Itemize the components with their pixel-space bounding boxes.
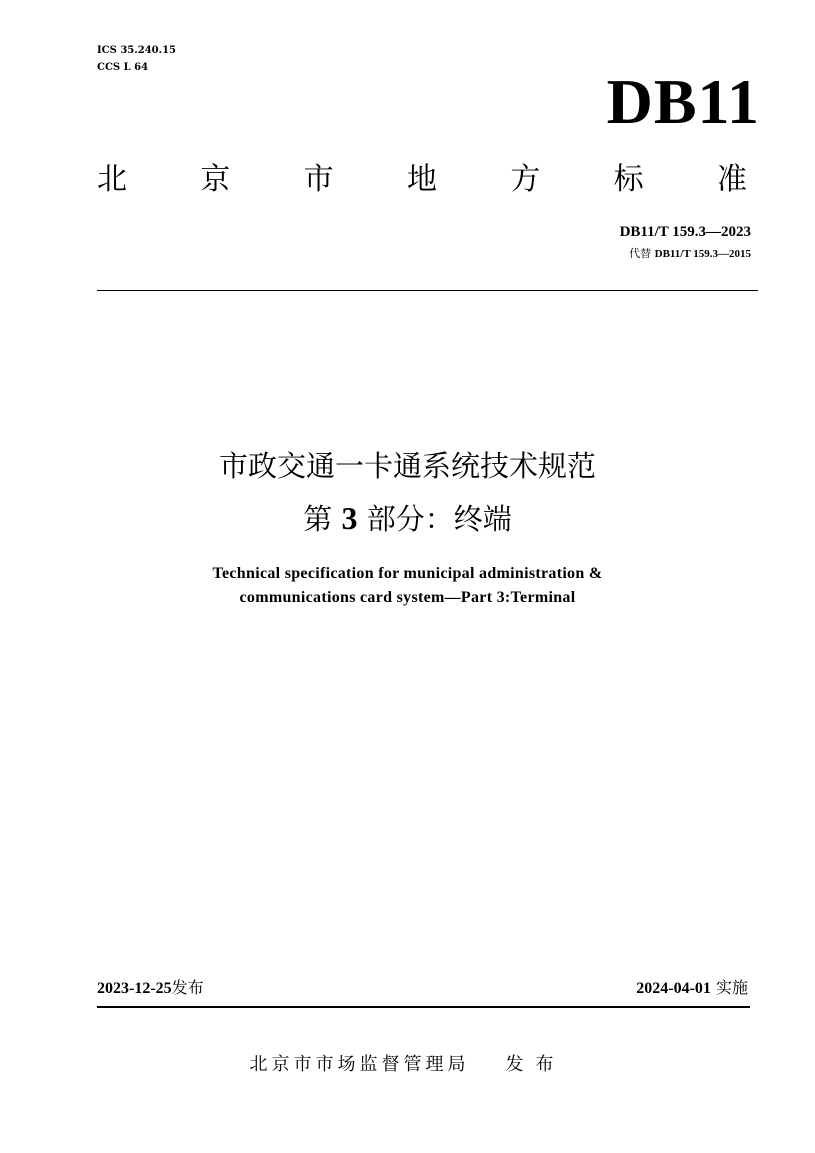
english-title-line2: communications card system—Part 3:Terminal [239,589,576,606]
standard-type-char: 市 [303,162,334,197]
standard-type-char: 京 [200,162,231,197]
standard-number: DB11/T 159.3—2023 [619,224,751,240]
publish-label: 发布 [171,978,204,997]
publish-date: 2023-12-25 [97,980,172,997]
ccs-code: CCS L 64 [97,62,149,73]
publisher-action: 发布 [505,1054,566,1075]
standard-type-heading [97,158,747,202]
publisher-line [97,1052,718,1078]
implement-date-group [636,976,748,1001]
english-title-line1: Technical specification for municipal administration & [212,565,603,582]
dates-row [97,976,748,1001]
replaces-label: 代替 [629,247,652,260]
ics-code: ICS 35.240.15 [97,45,177,56]
classification-codes [97,42,176,76]
replaces-number: DB11/T 159.3—2015 [654,248,751,260]
chinese-title [97,440,718,545]
english-title [97,562,718,610]
standard-type-char: 标 [613,162,644,197]
publisher-name: 北京市市场监督管理局 [249,1054,470,1075]
implement-date: 2024-04-01 [636,980,711,997]
standard-type-char: 准 [716,162,747,197]
chinese-title-line1: 市政交通一卡通系统技术规范 [218,449,596,483]
bottom-divider [97,1006,750,1008]
replaces-line [480,246,751,262]
part-number: 3 [341,500,358,536]
chinese-title-line2 [97,492,718,545]
standard-type-char: 方 [510,162,541,197]
top-divider [97,290,758,291]
part-suffix: 部分：终端 [366,502,512,536]
publish-date-group [97,976,204,1001]
standard-type-char: 北 [97,162,127,197]
standard-type-char: 地 [406,162,437,197]
part-prefix: 第 [303,502,333,536]
implement-label: 实施 [715,978,748,997]
db11-logo: DB11 [606,66,760,137]
